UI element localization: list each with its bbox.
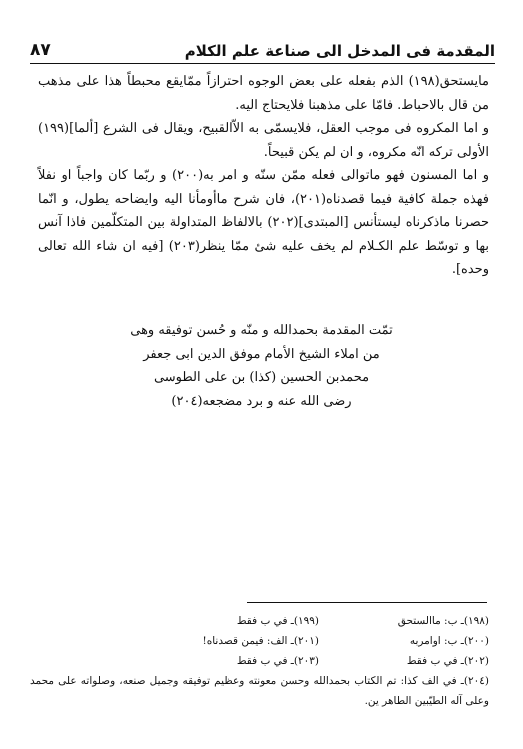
paragraph: و اما المكروه فى موجب العقل، فلايسمّى به الاّالقبيح، ويقال فى الشرع [ألما](١٩٩) الأولى تركه انّه مكروه، و ان لم يكن قبيحاً. (38, 121, 489, 160)
footnote: (١٩٨)ـ ب: ماالستحق (397, 615, 489, 627)
footnote-row (30, 631, 489, 651)
footnote-row (30, 611, 489, 631)
paragraph: و اما المسنون فهو ماتوالى فعله ممّن سنّه و امر به(٢٠٠) و ربّما كان واجباً او نفلاً فهذه جملة كافية فيما قصدناه(٢٠١)، فان شرح ماأومأنا اليه وايضاحه يطول، و انّما حصرنا ماذكرناه ليستأنس [المبتدى](٢٠٢) بالالفاظ المتداولة بين المتكلّمين فاذا آنس بها و توسّط علم الكـلام لم يخف عليه شئ ممّا ينظر(٢٠٣) [فيه ان شاء الله تعالى وحده]. (38, 168, 490, 277)
running-header (30, 34, 495, 60)
colophon-line: من املاء الشيخ الأمام موفق الدين ابى جعفر (143, 346, 380, 362)
footnote-long: (٢٠٤)ـ في الف كذا: تم الكتاب بحمدالله وحسن معونته وعظيم توفيقه وجميل صنعه، وصلواته على محمد وعلى آله الطيّبين الطاهر ين. (30, 675, 489, 707)
running-title: المقدمة فى المدخل الى صناعة علم الكلام (184, 42, 495, 60)
page-number: ٨٧ (30, 40, 51, 60)
main-text (38, 70, 489, 282)
footnote: (٢٠٠)ـ ب: اوامربه (409, 635, 489, 647)
footnote-divider (247, 602, 487, 603)
footnote: (٢٠٣)ـ في ب فقط (236, 655, 319, 667)
footnote: (٢٠٢)ـ في ب فقط (406, 655, 489, 667)
footnote: (٢٠١)ـ الف: فيمن قصدناه! (202, 635, 319, 647)
footnote: (١٩٩)ـ في ب فقط (236, 615, 319, 627)
footnote-row (30, 651, 489, 671)
header-divider (30, 63, 495, 64)
colophon-line: تمّت المقدمة بحمدالله و منّه و حُسن توفيقه وهى (130, 323, 393, 338)
colophon-line: محمدبن الحسين (كذا) بن على الطوسى (153, 370, 370, 385)
colophon-line: رضى الله عنه و برد مضجعه(٢٠٤) (171, 393, 352, 409)
footnotes (30, 611, 489, 711)
paragraph: مايستحق(١٩٨) الذم بفعله على بعض الوجوه احترازاً ممّايقع محبطاً هذا على مذهب من قال بالاحباط. فامّا على مذهبنا فلايحتاج اليه. (38, 74, 489, 113)
colophon (40, 319, 483, 413)
